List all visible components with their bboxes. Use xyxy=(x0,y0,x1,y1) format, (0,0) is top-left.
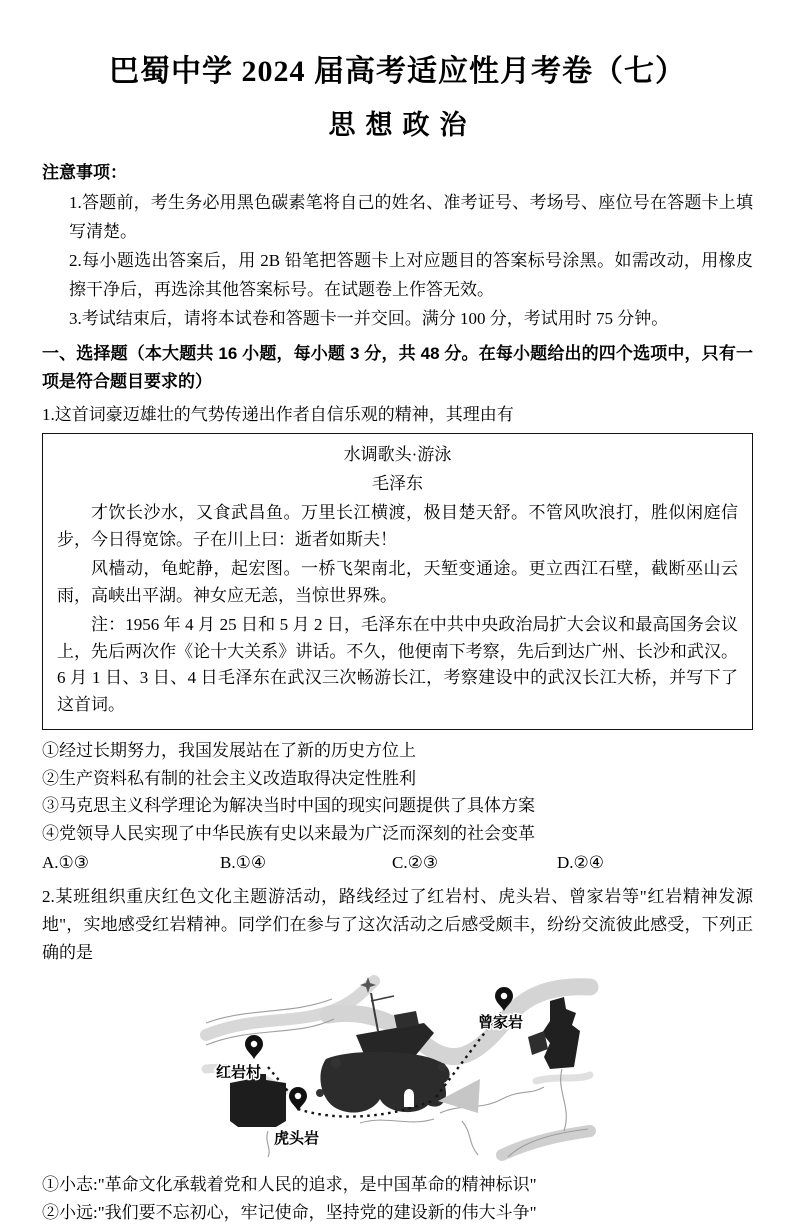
q1-stem: 1.这首词豪迈雄壮的气势传递出作者自信乐观的精神，其理由有 xyxy=(42,401,753,429)
notice-item: 2.每小题选出答案后，用 2B 铅笔把答题卡上对应题目的答案标号涂黑。如需改动，用橡皮擦干净后，再选涂其他答案标号。在试题卷上作答无效。 xyxy=(69,246,753,304)
q1-option: ④党领导人民实现了中华民族有史以来最为广泛而深刻的社会变革 xyxy=(42,820,753,848)
notice-items xyxy=(42,188,753,333)
q1-option: ①经过长期努力，我国发展站在了新的历史方位上 xyxy=(42,737,753,765)
map-label-zengjiayan: 曾家岩 xyxy=(478,1013,523,1031)
section1-heading: 一、选择题（本大题共 16 小题，每小题 3 分，共 48 分。在每小题给出的四个选项中，只有一项是符合题目要求的） xyxy=(42,340,753,396)
q1-option: ③马克思主义科学理论为解决当时中国的现实问题提供了具体方案 xyxy=(42,792,753,820)
q1-poem-box xyxy=(42,433,753,730)
tree-blob xyxy=(331,1058,341,1068)
route-map-svg xyxy=(210,971,586,1157)
zengjiayan-building xyxy=(542,997,580,1069)
map-pin-hutouyan xyxy=(289,1087,307,1111)
tree-blob xyxy=(438,1063,446,1071)
page-subject: 思想政治 xyxy=(42,108,753,142)
notice-item: 3.考试结束后，请将本试卷和答题卡一并交回。满分 100 分，考试用时 75 分钟。 xyxy=(69,304,753,333)
poem-author: 毛泽东 xyxy=(57,471,738,497)
boat-spar xyxy=(371,996,394,1001)
poem-note: 注：1956 年 4 月 25 日和 5 月 2 日，毛泽东在中共中央政治局扩大会议和最高国务会议上，先后两次作《论十大关系》讲话。不久，他便南下考察，先后到达广州、长沙和武汉。6 月 1 日、3 日、4 日毛泽东在武汉三次畅游长江，考察建设中的武汉长江大桥，并写下了这首词。 xyxy=(57,612,738,718)
arched-gate xyxy=(404,1089,414,1107)
map-label-hutouyan: 虎头岩 xyxy=(274,1130,319,1147)
q2-stem: 2.某班组织重庆红色文化主题游活动，路线经过了红岩村、虎头岩、曾家岩等"红岩精神发源地"，实地感受红岩精神。同学们在参与了这次活动之后感受颇丰，纷纷交流彼此感受，下列正确的是 xyxy=(42,883,753,967)
choice-c: C.②③ xyxy=(392,848,557,878)
q2-option: ①小志:"革命文化承载着党和人民的追求，是中国革命的精神标识" xyxy=(42,1171,753,1199)
hongyancun-building xyxy=(230,1074,286,1127)
poem-title: 水调歌头·游泳 xyxy=(57,442,738,468)
tree-blob xyxy=(316,1089,324,1097)
choice-b: B.①④ xyxy=(220,848,392,878)
q1-option: ②生产资料私有制的社会主义改造取得决定性胜利 xyxy=(42,765,753,793)
notice-section xyxy=(42,160,753,333)
poem-paragraph: 才饮长沙水，又食武昌鱼。万里长江横渡，极目楚天舒。不管风吹浪打，胜似闲庭信步，今日得宽馀。子在川上曰：逝者如斯夫！ xyxy=(57,500,738,553)
page-title: 巴蜀中学 2024 届高考适应性月考卷（七） xyxy=(42,52,753,92)
map-street-line xyxy=(462,1121,478,1155)
choice-d: D.②④ xyxy=(557,848,604,878)
map-pin-hongyancun xyxy=(245,1035,263,1059)
map-road-band xyxy=(536,1075,590,1081)
choice-a: A.①③ xyxy=(42,848,220,878)
map-street-line xyxy=(266,1131,268,1157)
route-map-figure xyxy=(42,971,753,1162)
q1-answer-choices xyxy=(42,848,753,878)
map-street-line xyxy=(360,1119,434,1123)
map-label-hongyancun: 红岩村 xyxy=(216,1063,261,1081)
notice-heading: 注意事项： xyxy=(42,160,753,186)
poem-paragraph: 风樯动，龟蛇静，起宏图。一桥飞架南北，天堑变通途。更立西江石壁，截断巫山云雨，高峡出平湖。神女应无恙，当惊世界殊。 xyxy=(57,556,738,609)
notice-item: 1.答题前，考生务必用黑色碳素笔将自己的姓名、准考证号、考场号、座位号在答题卡上填写清楚。 xyxy=(69,188,753,246)
q2-option: ②小远:"我们要不忘初心，牢记使命，坚持党的建设新的伟大斗争" xyxy=(42,1199,753,1226)
